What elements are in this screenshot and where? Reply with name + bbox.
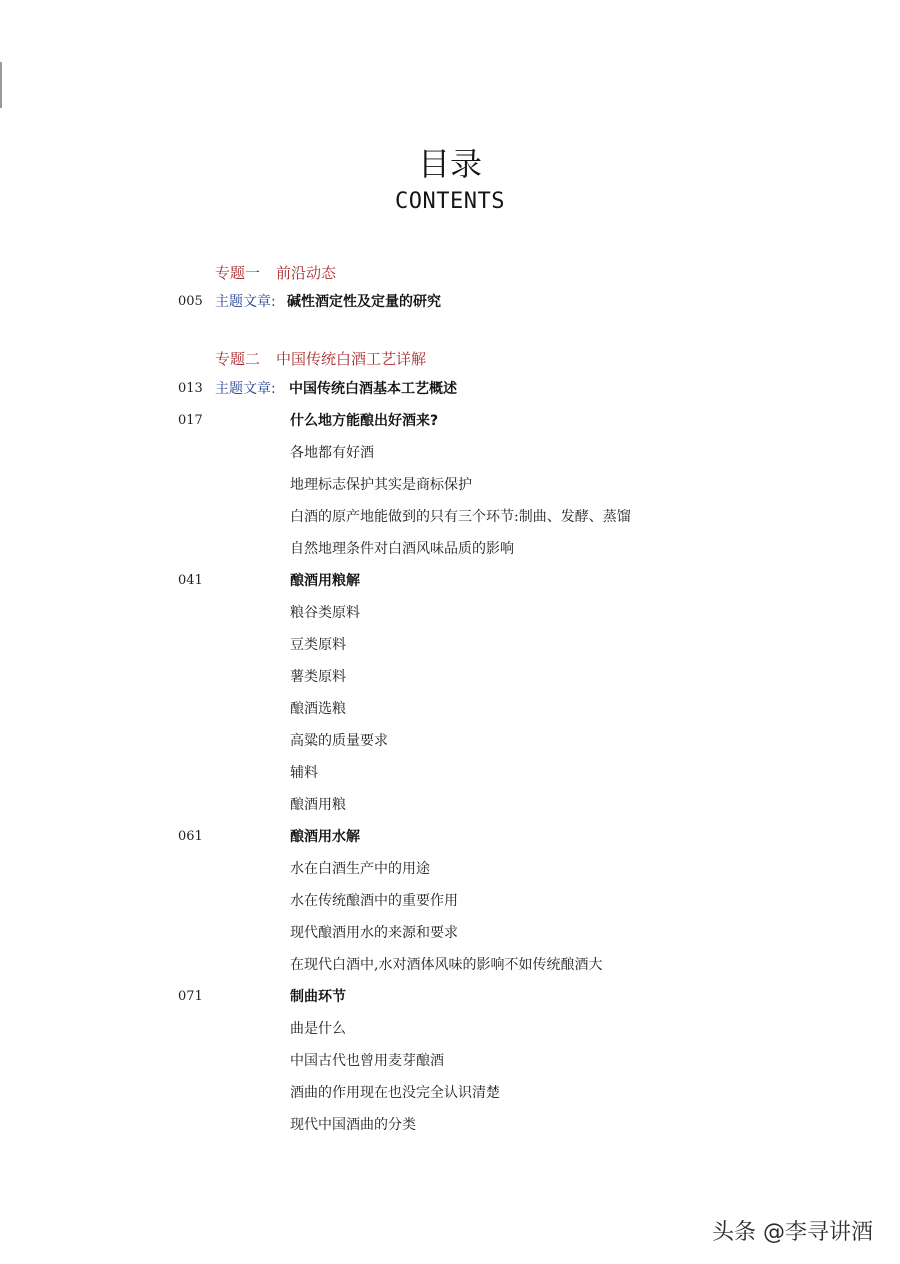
chapter-title[interactable]: 制曲环节	[290, 989, 346, 1005]
section-name: 前沿动态	[276, 264, 337, 282]
toc-subitem[interactable]: 自然地理条件对白酒风味品质的影响	[290, 541, 514, 557]
toc-subitem[interactable]: 薯类原料	[290, 669, 346, 685]
page-number: 005	[178, 294, 203, 309]
toc-subitem[interactable]: 中国古代也曾用麦芽酿酒	[290, 1053, 444, 1069]
toc-subitem[interactable]: 曲是什么	[290, 1021, 346, 1037]
main-article-title[interactable]: 碱性酒定性及定量的研究	[287, 294, 441, 310]
toc-subitem[interactable]: 酿酒选粮	[290, 701, 346, 717]
toc-subitem[interactable]: 各地都有好酒	[290, 445, 374, 461]
chapter-title[interactable]: 什么地方能酿出好酒来?	[290, 413, 439, 429]
section-heading-1	[215, 262, 336, 284]
toc-subitem[interactable]: 酿酒用粮	[290, 797, 346, 813]
page-title: 目录	[417, 145, 482, 183]
toc-subitem[interactable]: 粮谷类原料	[290, 605, 360, 621]
toc-subitem[interactable]: 辅料	[290, 765, 318, 781]
section-name: 中国传统白酒工艺详解	[276, 350, 427, 368]
section-heading-2	[215, 348, 426, 370]
toc-subitem[interactable]: 现代中国酒曲的分类	[290, 1117, 416, 1133]
page-edge-mark	[0, 62, 2, 108]
toc-subitem[interactable]: 水在传统酿酒中的重要作用	[290, 893, 458, 909]
page-subtitle: CONTENTS	[395, 189, 505, 214]
toc-subitem[interactable]: 酒曲的作用现在也没完全认识清楚	[290, 1085, 500, 1101]
page-number: 017	[178, 413, 203, 428]
main-article-label: 主题文章:	[215, 381, 276, 397]
watermark: 头条 @李寻讲酒	[712, 1220, 873, 1245]
page-number: 013	[178, 381, 203, 396]
toc-subitem[interactable]: 现代酿酒用水的来源和要求	[290, 925, 458, 941]
toc-subitem[interactable]: 高粱的质量要求	[290, 733, 388, 749]
toc-subitem[interactable]: 在现代白酒中,水对酒体风味的影响不如传统酿酒大	[290, 957, 603, 973]
chapter-title[interactable]: 酿酒用水解	[290, 829, 360, 845]
section-label: 专题二	[215, 350, 261, 368]
toc-subitem[interactable]: 水在白酒生产中的用途	[290, 861, 430, 877]
main-article-label: 主题文章:	[215, 294, 276, 310]
toc-subitem[interactable]: 地理标志保护其实是商标保护	[290, 477, 472, 493]
page-number: 061	[178, 829, 203, 844]
toc-subitem[interactable]: 豆类原料	[290, 637, 346, 653]
page-number: 041	[178, 573, 203, 588]
toc-subitem[interactable]: 白酒的原产地能做到的只有三个环节:制曲、发酵、蒸馏	[290, 509, 631, 525]
main-article-title[interactable]: 中国传统白酒基本工艺概述	[289, 381, 457, 397]
section-label: 专题一	[215, 264, 261, 282]
chapter-title[interactable]: 酿酒用粮解	[290, 573, 360, 589]
page-number: 071	[178, 989, 203, 1004]
